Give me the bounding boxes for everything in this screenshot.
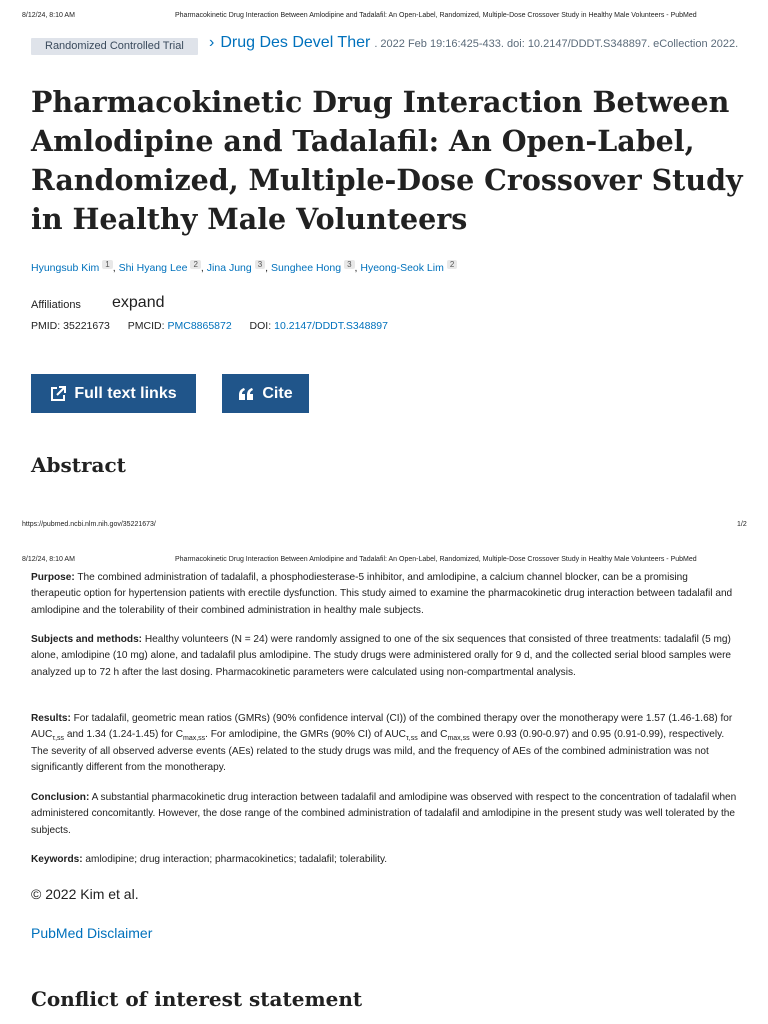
journal-link[interactable]: Drug Des Devel Ther xyxy=(220,34,371,51)
author-link[interactable]: Sunghee Hong xyxy=(271,262,342,274)
pmid-label: PMID: xyxy=(31,320,61,332)
doi-label: DOI: xyxy=(249,320,272,332)
pmcid-label: PMCID: xyxy=(127,320,165,332)
print-header xyxy=(22,12,752,22)
print-header-page2 xyxy=(22,556,752,566)
abstract-purpose xyxy=(31,570,739,619)
author-list: Hyungsub Kim 1 , Shi Hyang Lee 2 , Jina Jung 3 , Sunghee Hong 3 , Hyeong-Seok Lim 2 xyxy=(31,260,457,274)
abstract-results xyxy=(31,711,739,776)
affiliation-ref[interactable]: 2 xyxy=(447,260,457,269)
affiliation-ref[interactable]: 3 xyxy=(255,260,265,269)
methods-label: Subjects and methods: xyxy=(31,634,143,645)
cite-button[interactable] xyxy=(222,374,309,413)
affiliations-expand-toggle[interactable]: expand xyxy=(112,294,165,311)
abstract-methods xyxy=(31,632,739,681)
keywords-text: amlodipine; drug interaction; pharmacokinetics; tadalafil; tolerability. xyxy=(85,854,388,865)
subscript-auc: τ,ss xyxy=(405,735,418,743)
results-text: and 1.34 (1.24-1.45) for C xyxy=(64,729,183,741)
results-text: . For amlodipine, the GMRs (90% CI) of AUC xyxy=(205,729,406,741)
results-text: and C xyxy=(417,729,448,741)
keywords-label: Keywords: xyxy=(31,854,83,865)
conflict-of-interest-heading: Conflict of interest statement xyxy=(31,987,363,1011)
subscript-cmax: max,ss xyxy=(447,735,470,743)
full-text-links-label: Full text links xyxy=(74,384,177,402)
affiliation-ref[interactable]: 2 xyxy=(190,260,200,269)
quote-icon xyxy=(238,387,254,401)
abstract-heading: Abstract xyxy=(31,453,126,477)
author-link[interactable]: Hyeong-Seok Lim xyxy=(360,262,444,274)
results-label: Results: xyxy=(31,713,71,724)
print-footer-page: 1/2 xyxy=(737,521,747,528)
affiliation-ref[interactable]: 1 xyxy=(102,260,112,269)
pmid-value: 35221673 xyxy=(63,320,110,332)
author-link[interactable]: Shi Hyang Lee xyxy=(118,262,188,274)
subscript-cmax: max,ss xyxy=(182,735,206,743)
full-text-links-button[interactable] xyxy=(31,374,196,413)
article-identifiers xyxy=(31,320,388,332)
print-page-title: Pharmacokinetic Drug Interaction Between Amlodipine and Tadalafil: An Open-Label, Randomized, Multiple-Dose Crossover Study in Healthy Male Volunteers - PubMed xyxy=(175,12,697,19)
subscript-auc: τ,ss xyxy=(52,735,65,743)
abstract-conclusion xyxy=(31,790,739,839)
affiliation-ref[interactable]: 3 xyxy=(344,260,354,269)
journal-citation xyxy=(209,34,738,52)
pmcid-link[interactable]: PMC8865872 xyxy=(167,320,232,332)
author-link[interactable]: Hyungsub Kim xyxy=(31,262,100,274)
copyright-notice: © 2022 Kim et al. xyxy=(31,886,139,902)
conclusion-text: A substantial pharmacokinetic drug interaction between tadalafil and amlodipine was observed with respect to the concentration of tadalafil when administered concomitantly. However, the dose range of the combined administration of tadalafil and amlodipine in the present study was well tolerated by the subjects. xyxy=(31,792,737,836)
cite-label: Cite xyxy=(262,384,293,402)
article-title: Pharmacokinetic Drug Interaction Between Amlodipine and Tadalafil: An Open-Label, Randomized, Multiple-Dose Crossover Study in Healthy Male Volunteers xyxy=(31,85,743,236)
author-link[interactable]: Jina Jung xyxy=(206,262,252,274)
results-text: were 0.93 (0.90-0.97) and 0.95 (0.91-0.99), respectively. The severity of all observed adverse events (AEs) related to the study drugs was mild, and the frequency of AEs of the combined administration was not significantly different from the monotherapy. xyxy=(31,729,725,773)
print-footer-url: https://pubmed.ncbi.nlm.nih.gov/35221673/ xyxy=(22,521,156,528)
print-page-title: Pharmacokinetic Drug Interaction Between Amlodipine and Tadalafil: An Open-Label, Randomized, Multiple-Dose Crossover Study in Healthy Male Volunteers - PubMed xyxy=(175,556,697,563)
methods-text: Healthy volunteers (N = 24) were randomly assigned to one of the six sequences that consisted of three treatments: tadalafil (5 mg) alone, amlodipine (10 mg) alone, and tadalafil plus amlodipine. The study drugs were administered orally for 9 d, and the collected serial blood samples were analyzed up to 72 h after the last dosing. Pharmacokinetic parameters were calculated using non-compartmental analysis. xyxy=(31,634,732,678)
results-text: For tadalafil, geometric mean ratios (GMRs) (90% confidence interval (CI)) of the combined therapy over the monotherapy were 1.57 (1.46-1.68) for AUC xyxy=(31,713,733,741)
affiliations-label: Affiliations xyxy=(31,299,81,311)
abstract-keywords xyxy=(31,852,739,868)
chevron-right-icon: › xyxy=(209,34,215,51)
doi-link[interactable]: 10.2147/DDDT.S348897 xyxy=(274,320,388,332)
print-datetime: 8/12/24, 8:10 AM xyxy=(22,556,75,563)
purpose-text: The combined administration of tadalafil, a phosphodiesterase-5 inhibitor, and amlodipine, a calcium channel blocker, can be a promising therapeutic option for hypertension patients with erectile dysfunction. This study aimed to examine the pharmacokinetic drug interaction between tadalafil and amlodipine and the tolerability of their combined administration in healthy male subjects. xyxy=(31,572,733,616)
citation-text: . 2022 Feb 19:16:425-433. doi: 10.2147/DDDT.S348897. eCollection 2022. xyxy=(374,38,739,50)
external-link-icon xyxy=(50,386,66,402)
print-datetime: 8/12/24, 8:10 AM xyxy=(22,12,75,19)
pubmed-disclaimer-link[interactable]: PubMed Disclaimer xyxy=(31,925,153,941)
article-type-badge: Randomized Controlled Trial xyxy=(31,38,198,55)
purpose-label: Purpose: xyxy=(31,572,75,583)
conclusion-label: Conclusion: xyxy=(31,792,90,803)
